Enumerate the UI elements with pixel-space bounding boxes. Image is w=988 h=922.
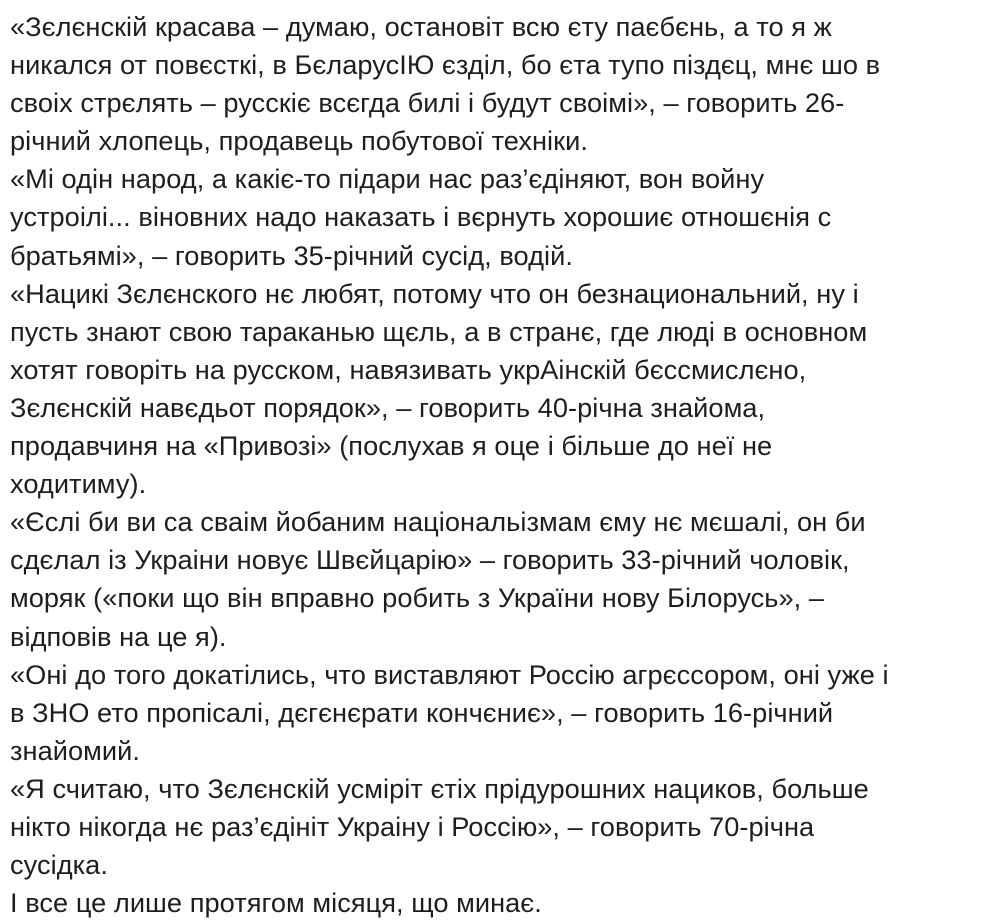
text-line: «Єслі би ви са сваім йобаним національізмам єму нє мєшалі, он би <box>10 506 866 538</box>
post-body <box>10 8 980 922</box>
text-line: в ЗНО ето пропісалі, дєгєнєрати кончєниє», – говорить 16-річний <box>10 696 834 728</box>
closing-paragraph <box>10 884 980 922</box>
text-line: сдєлал із Украіни новує Швєйцарію» – говорить 33-річний чоловік, <box>10 544 850 576</box>
quote-paragraph <box>10 8 980 160</box>
text-line: «Мі одін народ, а какіє-то підари нас раз’єдіняют, вон войну <box>10 163 765 195</box>
quote-paragraph <box>10 275 980 504</box>
text-line: ходитиму). <box>10 468 147 500</box>
text-line: «Нацикі Зєлєнского нє любят, потому что он безнациональний, ну і <box>10 277 859 309</box>
text-line: пусть знают свою тараканью щєль, а в странє, где люді в основном <box>10 315 868 347</box>
text-line: знайомий. <box>10 734 140 766</box>
text-line: Зєлєнскій навєдьот порядок», – говорить 40-річна знайома, <box>10 391 766 423</box>
text-line: моряк («поки що він вправно робить з України нову Білорусь», – <box>10 582 825 614</box>
text-line: річний хлопець, продавець побутової техніки. <box>10 125 588 157</box>
quote-paragraph <box>10 160 980 274</box>
quote-paragraph <box>10 770 980 884</box>
text-line: своіх стрєлять – русскіє всєгда билі і будут своімі», – говорить 26- <box>10 87 845 119</box>
text-line: відповів на це я). <box>10 620 227 652</box>
text-line: «Я считаю, что Зєлєнскій усміріт єтіх прідурошних нациков, больше <box>10 772 869 804</box>
text-line: никался от повєсткі, в БєларусІЮ єзділ, бо єта тупо піздєц, мнє шо в <box>10 49 881 81</box>
text-line: хотят говоріть на русском, навязивать укрАінскій бєссмислєно, <box>10 353 807 385</box>
text-line: «Зєлєнскій красава – думаю, остановіт всю єту паєбєнь, а то я ж <box>10 11 832 42</box>
text-line: «Оні до того докатілись, что виставляют Россію агрєссором, оні уже і <box>10 658 889 690</box>
text-line: сусідка. <box>10 849 108 881</box>
text-line: братьямі», – говорить 35-річний сусід, водій. <box>10 239 573 271</box>
quote-paragraph <box>10 503 980 655</box>
text-line: продавчиня на «Привозі» (послухав я оце і більше до неї не <box>10 430 773 462</box>
text-line: І все це лише протягом місяця, що минає. <box>10 887 542 919</box>
text-line: нікто нікогда нє раз’єдініт Украіну і Россію», – говорить 70-річна <box>10 810 815 842</box>
text-line: устроілі... віновних надо наказать і вєрнуть хорошиє отношєнія с <box>10 201 832 233</box>
quote-paragraph <box>10 656 980 770</box>
